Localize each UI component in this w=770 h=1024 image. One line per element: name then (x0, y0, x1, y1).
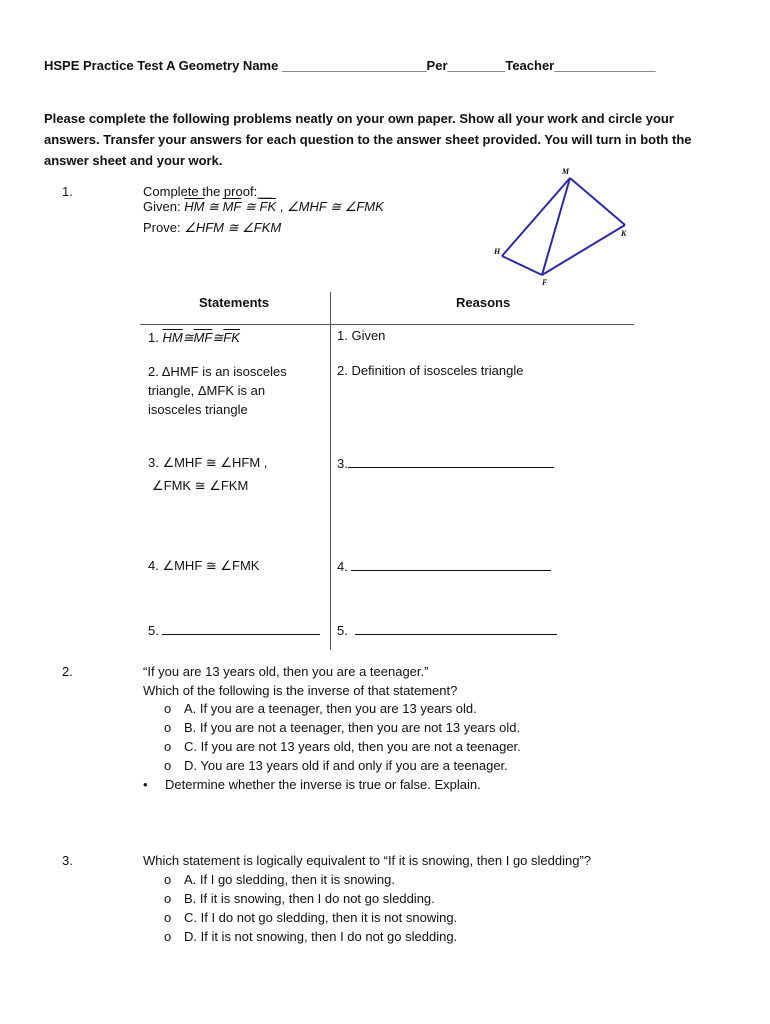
label-h: H (494, 247, 501, 256)
reason-4-blank[interactable] (351, 558, 551, 571)
given-segment-hm: $\overline{HM}$ (184, 199, 205, 214)
q2-quote: “If you are 13 years old, then you are a teenager.” (143, 664, 429, 679)
label-m: M (562, 167, 570, 176)
statement-4: 4. ∠MHF ≅ ∠FMK (148, 558, 260, 573)
statement-5: 5. (148, 622, 320, 638)
q3-option-d: o D. If it is not snowing, then I do not go sledding. (164, 929, 458, 944)
q1-number: 1. (62, 184, 73, 199)
prove-label: Prove: (143, 220, 181, 235)
reason-4: 4. (337, 558, 551, 574)
q3-option-a: o A. If I go sledding, then it is snowing. (164, 872, 396, 887)
statement-3-line2: ∠FMK ≅ ∠FKM (152, 478, 249, 493)
table-divider-horizontal (140, 324, 634, 325)
instructions: Please complete the following problems neatly on your own paper. Show all your work and circle your answers. Transfer your answers for each question to the answer sheet provided. You will turn in both the answer sheet and your work. (44, 111, 692, 168)
page-header: HSPE Practice Test A Geometry Name ____________________Per________Teacher______________ (44, 58, 656, 73)
table-divider-vertical (330, 292, 331, 650)
q1-given: Given: $\overline{HM}$ ≅ $\overline{MF}$ ≅ $\overline{FK}$ , ∠MHF ≅ ∠FMK (143, 199, 384, 214)
q1-prompt-blank: __ (257, 184, 272, 199)
q1-prove (143, 220, 281, 236)
q2-question: Which of the following is the inverse of that statement? (143, 683, 458, 698)
given-segment-mf: $\overline{MF}$ (222, 199, 242, 214)
reason-3-blank[interactable] (348, 455, 554, 468)
given-segment-fk: $\overline{FK}$ (259, 199, 277, 214)
reasons-header: Reasons (456, 295, 511, 310)
statement-2: 2. ΔHMF is an isosceles triangle, ΔMFK is an isosceles triangle (148, 364, 287, 417)
q2-option-c: o C. If you are not 13 years old, then you are not a teenager. (164, 739, 521, 754)
cong-symbol: ≅ (208, 199, 219, 214)
reason-5: 5. (337, 622, 557, 638)
statement-3-line1: 3. ∠MHF ≅ ∠HFM , (148, 455, 268, 470)
statements-header: Statements (199, 295, 270, 310)
edge-mh (502, 178, 570, 256)
cong-symbol: ≅ (244, 199, 256, 214)
given-angles: ∠MHF ≅ ∠FMK (287, 199, 384, 214)
statement-5-blank[interactable] (162, 622, 320, 635)
reason-1: 1. Given (337, 328, 386, 343)
q2-option-d: o D. You are 13 years old if and only if you are a teenager. (164, 758, 508, 773)
q1-prompt-text: Complete the proof: (143, 184, 258, 199)
triangle-figure (488, 162, 638, 288)
label-k: K (621, 229, 627, 238)
q3-number: 3. (62, 853, 73, 868)
q1-prompt (143, 184, 272, 199)
reason-2: 2. Definition of isosceles triangle (337, 363, 524, 378)
statement-1: 1. $\overline{HM}≅\overline{MF}≅\overline{FK}$ (148, 330, 240, 345)
given-label: Given: (143, 199, 181, 214)
label-f: F (542, 278, 548, 287)
reason-5-blank[interactable] (355, 622, 557, 635)
q3-option-c: o C. If I do not go sledding, then it is not snowing. (164, 910, 458, 925)
q2-bullet: • Determine whether the inverse is true or false. Explain. (143, 777, 481, 792)
reason-3: 3. (337, 455, 554, 471)
q2-number: 2. (62, 664, 73, 679)
q2-option-b: o B. If you are not a teenager, then you are not 13 years old. (164, 720, 521, 735)
q2-option-a: o A. If you are a teenager, then you are 13 years old. (164, 701, 477, 716)
edge-hf (502, 256, 542, 275)
edge-mk (570, 178, 625, 225)
q3-option-b: o B. If it is snowing, then I do not go sledding. (164, 891, 435, 906)
q3-question: Which statement is logically equivalent to “If it is snowing, then I go sledding”? (143, 853, 592, 868)
prove-statement: ∠HFM ≅ ∠FKM (184, 220, 282, 235)
